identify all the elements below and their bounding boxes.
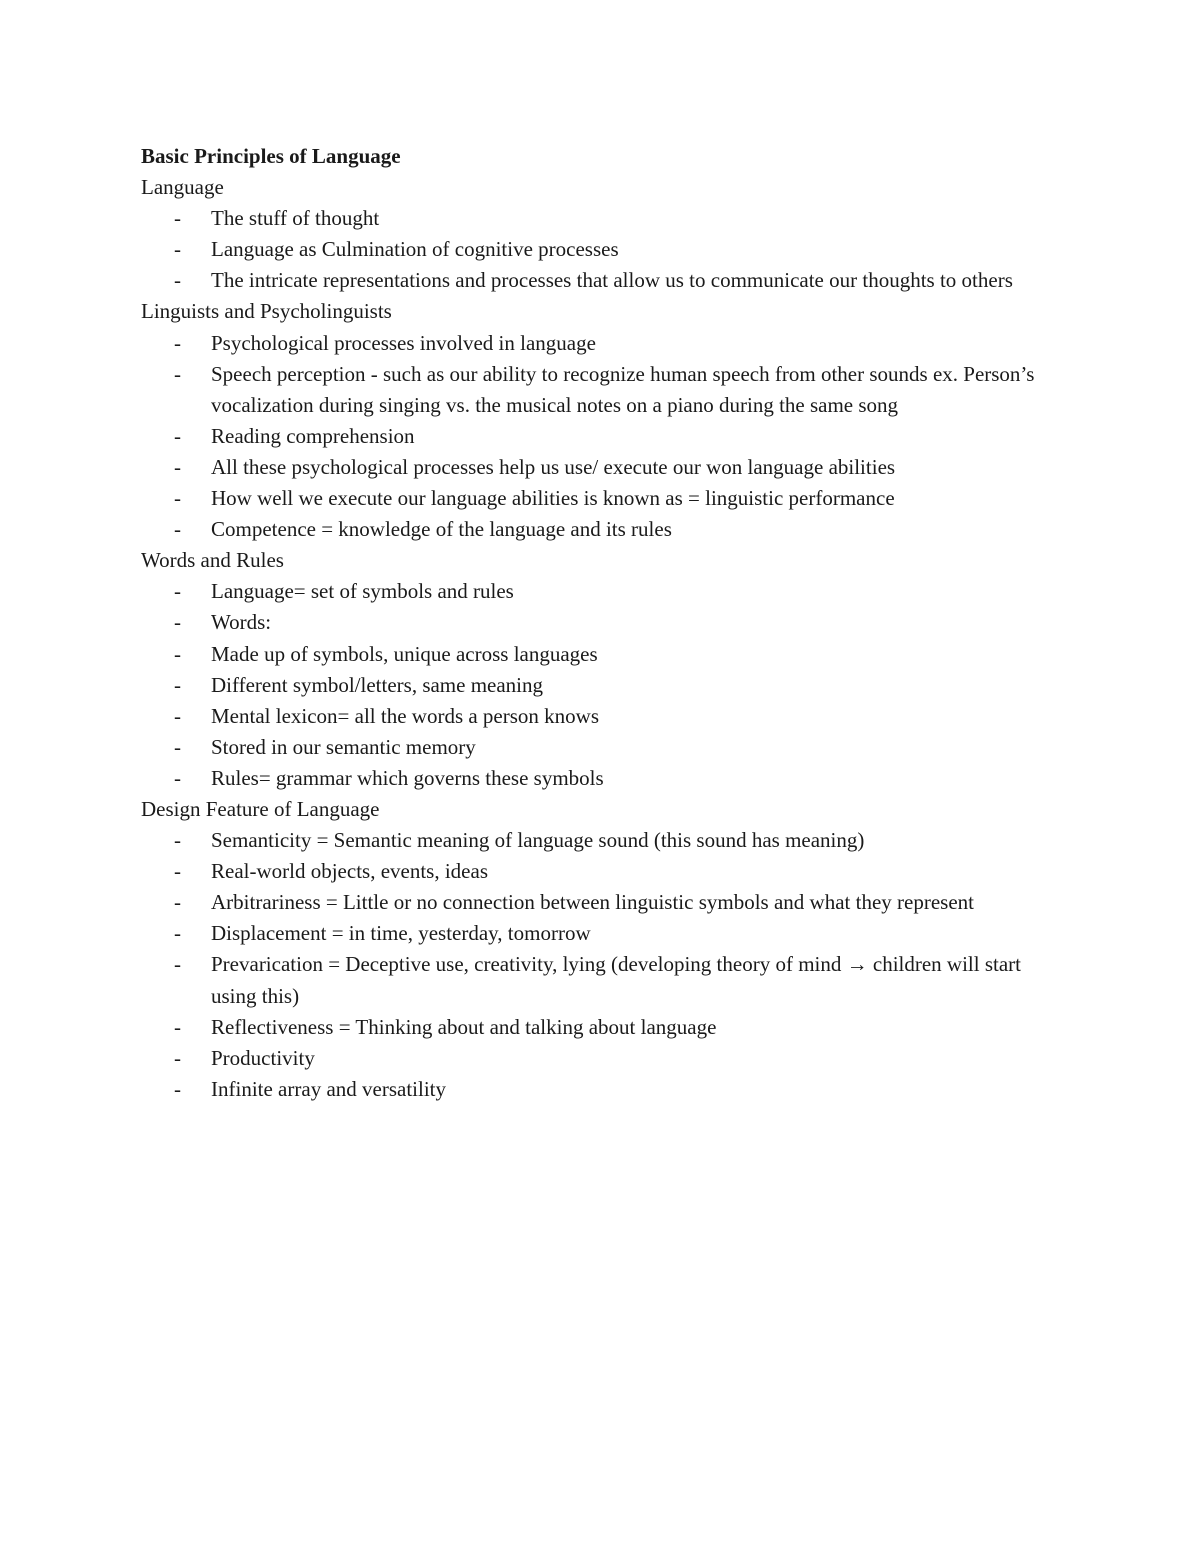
list-item-text: Infinite array and versatility (211, 1076, 446, 1101)
list-item (141, 1012, 1061, 1043)
bullet-dash: - (174, 734, 181, 759)
bullet-dash: - (174, 330, 181, 355)
bullet-dash: - (174, 517, 181, 542)
bullet-dash: - (174, 423, 181, 448)
document-body (141, 141, 1061, 1105)
section-heading: Linguists and Psycholinguists (141, 299, 392, 324)
list-item-text: Rules= grammar which governs these symbols (211, 765, 604, 790)
bullet-dash: - (174, 206, 181, 231)
list-item (141, 918, 1061, 949)
list-item-text: Mental lexicon= all the words a person knows (211, 703, 600, 728)
bullet-dash: - (174, 361, 181, 386)
list-item-text: Psychological processes involved in language (211, 330, 596, 355)
list-item (141, 825, 1061, 856)
bullet-dash: - (174, 1045, 181, 1070)
section-heading: Design Feature of Language (141, 796, 380, 821)
list-item (141, 1043, 1061, 1074)
bullet-list (141, 203, 1061, 296)
bullet-list (141, 576, 1061, 794)
bullet-dash: - (174, 1014, 181, 1039)
bullet-dash: - (174, 486, 181, 511)
list-item-text: Semanticity = Semantic meaning of language sound (this sound has meaning) (211, 828, 865, 853)
bullet-dash: - (174, 890, 181, 915)
document-title: Basic Principles of Language (141, 144, 401, 168)
list-item-text: Arbitrariness = Little or no connection between linguistic symbols and what they represent (211, 890, 974, 915)
list-item-text: Reflectiveness = Thinking about and talking about language (211, 1014, 717, 1039)
list-item-text: Different symbol/letters, same meaning (211, 672, 544, 697)
list-item (141, 514, 1061, 545)
list-item-text: Competence = knowledge of the language and its rules (211, 517, 672, 542)
list-item-text: Stored in our semantic memory (211, 734, 476, 759)
list-item-text: Productivity (211, 1045, 315, 1070)
list-item (141, 670, 1061, 701)
list-item (141, 949, 1061, 1011)
list-item-text: The stuff of thought (211, 206, 380, 231)
bullet-dash: - (174, 268, 181, 293)
bullet-list (141, 825, 1061, 1105)
list-item-text: How well we execute our language abilities is known as = linguistic performance (211, 486, 895, 511)
bullet-dash: - (174, 672, 181, 697)
list-item (141, 763, 1061, 794)
list-item-text: Prevarication = Deceptive use, creativity, lying (developing theory of mind → children will start using this) (211, 952, 1021, 1008)
bullet-dash: - (174, 610, 181, 635)
list-item (141, 359, 1061, 421)
list-item (141, 421, 1061, 452)
section-heading: Language (141, 175, 224, 200)
list-item (141, 732, 1061, 763)
list-item (141, 856, 1061, 887)
list-item-text: Language as Culmination of cognitive processes (211, 237, 619, 262)
list-item-text: Speech perception - such as our ability to recognize human speech from other sounds ex. Person’s vocalization during singing vs. the musical notes on a piano during the same song (211, 361, 1035, 417)
list-item (141, 607, 1061, 638)
bullet-dash: - (174, 237, 181, 262)
bullet-dash: - (174, 765, 181, 790)
list-item-text: Real-world objects, events, ideas (211, 859, 488, 884)
list-item-text: Reading comprehension (211, 423, 415, 448)
bullet-dash: - (174, 703, 181, 728)
list-item-text: Displacement = in time, yesterday, tomorrow (211, 921, 591, 946)
list-item (141, 328, 1061, 359)
bullet-dash: - (174, 454, 181, 479)
bullet-dash: - (174, 952, 181, 977)
bullet-dash: - (174, 1076, 181, 1101)
list-item-text: Made up of symbols, unique across languages (211, 641, 598, 666)
list-item-text: Words: (211, 610, 272, 635)
list-item (141, 265, 1061, 296)
list-item (141, 887, 1061, 918)
bullet-dash: - (174, 828, 181, 853)
bullet-dash: - (174, 859, 181, 884)
list-item (141, 639, 1061, 670)
bullet-dash: - (174, 641, 181, 666)
list-item (141, 1074, 1061, 1105)
list-item (141, 452, 1061, 483)
list-item (141, 234, 1061, 265)
list-item (141, 701, 1061, 732)
list-item (141, 576, 1061, 607)
list-item (141, 483, 1061, 514)
document-sections (141, 172, 1061, 1105)
list-item (141, 203, 1061, 234)
bullet-dash: - (174, 579, 181, 604)
list-item-text: All these psychological processes help us use/ execute our won language abilities (211, 454, 896, 479)
list-item-text: The intricate representations and processes that allow us to communicate our thoughts to others (211, 268, 1013, 293)
section-heading: Words and Rules (141, 548, 284, 573)
bullet-dash: - (174, 921, 181, 946)
bullet-list (141, 328, 1061, 546)
list-item-text: Language= set of symbols and rules (211, 579, 514, 604)
